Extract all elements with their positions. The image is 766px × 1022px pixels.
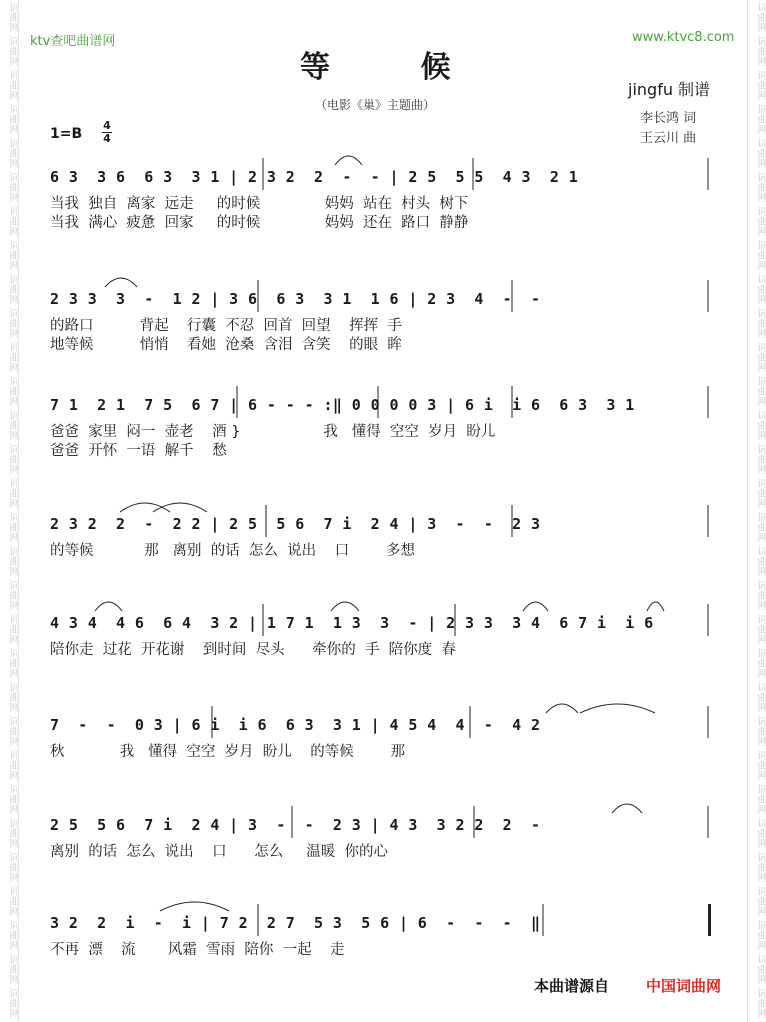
- margin-watermark-text: 词曲网: [7, 138, 18, 168]
- note-row: 2 3 3 3 - 1 2 | 3 6 6 3 3 1 1 6 | 2 3 4 - -: [50, 290, 541, 308]
- transcriber-credit: jingfu 制谱: [628, 80, 711, 99]
- margin-watermark-text: 词曲网: [755, 70, 766, 100]
- lyric-row: 的等候 那 离别 的话 怎么 说出 口 多想: [50, 543, 415, 559]
- tie-slur: [647, 602, 664, 611]
- source-site-link[interactable]: 中国词曲网: [646, 977, 722, 995]
- lyric-row: 不再 漂 流 风霜 雪雨 陪你 一起 走: [50, 942, 345, 958]
- margin-watermark-text: 词曲网: [7, 920, 18, 950]
- lyric-row: 的路口 背起 行囊 不忍 回首 回望 挥挥 手: [50, 318, 402, 334]
- lyric-row: 爸爸 开怀 一语 解千 愁: [50, 443, 227, 459]
- margin-watermark-text: 词曲网: [7, 444, 18, 474]
- margin-watermark-text: 词曲网: [7, 70, 18, 100]
- note-row: 2 5 5 6 7 i 2 4 | 3 - - 2 3 | 4 3 3 2 2 2 -: [50, 816, 541, 834]
- margin-watermark-text: 词曲网: [755, 852, 766, 882]
- top-right-watermark[interactable]: www.ktvc8.com: [632, 30, 735, 45]
- lyric-row: 陪你走 过花 开花谢 到时间 尽头 牵你的 手 陪你度 春: [50, 642, 456, 658]
- tie-slur: [546, 704, 578, 713]
- tie-slur: [612, 804, 642, 813]
- margin-watermark-text: 词曲网: [755, 172, 766, 202]
- tie-slur: [331, 602, 359, 611]
- margin-watermark-text: 词曲网: [7, 342, 18, 372]
- tie-slur: [120, 503, 170, 512]
- tie-slur: [335, 156, 362, 165]
- time-signature-bottom: 4: [103, 132, 111, 145]
- tie-slur: [523, 602, 548, 611]
- margin-watermark-text: 词曲网: [7, 376, 18, 406]
- margin-watermark-text: 词曲网: [7, 2, 18, 32]
- margin-watermark-text: 词曲网: [755, 682, 766, 712]
- margin-watermark-text: 词曲网: [755, 580, 766, 610]
- margin-watermark-text: 词曲网: [7, 104, 18, 134]
- lyric-row: 离别 的话 怎么 说出 口 怎么 温暖 你的心: [50, 844, 389, 860]
- margin-watermark-text: 词曲网: [755, 240, 766, 270]
- lyric-row: 秋 我 懂得 空空 岁月 盼儿 的等候 那: [50, 744, 406, 760]
- margin-watermark-text: 词曲网: [755, 36, 766, 66]
- margin-watermark-text: 词曲网: [7, 308, 18, 338]
- note-row: 2 3 2 2 - 2 2 | 2 5 5 6 7 i 2 4 | 3 - - 2 3: [50, 515, 541, 533]
- margin-watermark-text: 词曲网: [755, 410, 766, 440]
- margin-watermark-text: 词曲网: [7, 478, 18, 508]
- margin-watermark-text: 词曲网: [7, 546, 18, 576]
- margin-watermark-text: 词曲网: [755, 648, 766, 678]
- margin-watermark-text: 词曲网: [7, 818, 18, 848]
- lyric-row: 地等候 悄悄 看她 沧桑 含泪 含笑 的眼 眸: [50, 337, 402, 353]
- margin-watermark-text: 词曲网: [755, 818, 766, 848]
- margin-watermark-text: 词曲网: [7, 716, 18, 746]
- song-subtitle: （电影《巢》主题曲）: [315, 98, 436, 112]
- final-bar-line: [708, 904, 711, 936]
- note-row: 7 - - 0 3 | 6 i i 6 6 3 3 1 | 4 5 4 4 - 4 2: [50, 716, 541, 734]
- composer-credit: 王云川 曲: [640, 131, 697, 146]
- tie-slur: [95, 602, 122, 611]
- margin-watermark-text: 词曲网: [7, 614, 18, 644]
- margin-watermark-text: 词曲网: [755, 376, 766, 406]
- margin-watermark-text: 词曲网: [755, 274, 766, 304]
- margin-watermark-text: 词曲网: [755, 206, 766, 236]
- margin-watermark-text: 词曲网: [755, 546, 766, 576]
- tie-slur: [105, 278, 137, 287]
- margin-watermark-text: 词曲网: [7, 512, 18, 542]
- margin-watermark-text: 词曲网: [755, 784, 766, 814]
- margin-watermark-text: 词曲网: [7, 784, 18, 814]
- margin-watermark-text: 词曲网: [7, 274, 18, 304]
- lyric-row: 爸爸 家里 闷一 壶老 酒 } 我 懂得 空空 岁月 盼儿: [50, 424, 496, 440]
- tie-slur: [153, 503, 207, 512]
- source-label: 本曲谱源自: [534, 977, 610, 995]
- note-row: 4 3 4 4 6 6 4 3 2 | 1 7 1 1 3 3 - | 2 3 3 3 4 6 7 i i 6: [50, 614, 654, 632]
- margin-watermark-text: 词曲网: [7, 36, 18, 66]
- margin-watermark-text: 词曲网: [7, 988, 18, 1018]
- margin-watermark-text: 词曲网: [7, 240, 18, 270]
- margin-watermark-text: 词曲网: [755, 954, 766, 984]
- margin-watermark-text: 词曲网: [755, 988, 766, 1018]
- tie-slur: [580, 704, 655, 713]
- margin-watermark-text: 词曲网: [755, 886, 766, 916]
- note-row: 3 2 2 i - i | 7 2 2 7 5 3 5 6 | 6 - - - ‖: [50, 914, 541, 932]
- margin-watermark-text: 词曲网: [7, 750, 18, 780]
- margin-watermark-text: 词曲网: [755, 444, 766, 474]
- margin-watermark-text: 词曲网: [755, 478, 766, 508]
- margin-watermark-text: 词曲网: [7, 852, 18, 882]
- margin-watermark-text: 词曲网: [755, 716, 766, 746]
- margin-watermark-text: 词曲网: [755, 512, 766, 542]
- note-row: 6 3 3 6 6 3 3 1 | 2 3 2 2 - - | 2 5 5 5 4 3 2 1: [50, 168, 579, 186]
- margin-watermark-text: 词曲网: [7, 410, 18, 440]
- margin-watermark-text: 词曲网: [755, 342, 766, 372]
- margin-watermark-text: 词曲网: [755, 2, 766, 32]
- margin-watermark-text: 词曲网: [755, 138, 766, 168]
- note-row: 7 1 2 1 7 5 6 7 | 6 - - - :‖ 0 0 0 0 3 | 6 i i 6 6 3 3 1: [50, 396, 635, 414]
- margin-watermark-text: 词曲网: [755, 750, 766, 780]
- margin-watermark-text: 词曲网: [755, 614, 766, 644]
- lyricist-credit: 李长鸿 词: [640, 111, 697, 126]
- lyric-row: 当我 独自 离家 远走 的时候 妈妈 站在 村头 树下: [50, 196, 469, 212]
- margin-watermark-text: 词曲网: [7, 206, 18, 236]
- margin-watermark-text: 词曲网: [7, 648, 18, 678]
- margin-watermark-text: 词曲网: [7, 580, 18, 610]
- key-signature: 1=B: [50, 126, 83, 142]
- margin-watermark-text: 词曲网: [7, 682, 18, 712]
- margin-watermark-text: 词曲网: [7, 172, 18, 202]
- top-left-watermark[interactable]: ktv查吧曲谱网: [30, 34, 116, 49]
- tie-slur: [160, 902, 229, 911]
- margin-watermark-text: 词曲网: [755, 104, 766, 134]
- margin-watermark-text: 词曲网: [755, 920, 766, 950]
- margin-watermark-text: 词曲网: [755, 308, 766, 338]
- time-signature-top: 4: [103, 119, 111, 132]
- lyric-row: 当我 满心 疲惫 回家 的时候 妈妈 还在 路口 静静: [50, 215, 469, 231]
- song-title: 等 候: [300, 50, 491, 85]
- margin-watermark-text: 词曲网: [7, 954, 18, 984]
- margin-watermark-text: 词曲网: [7, 886, 18, 916]
